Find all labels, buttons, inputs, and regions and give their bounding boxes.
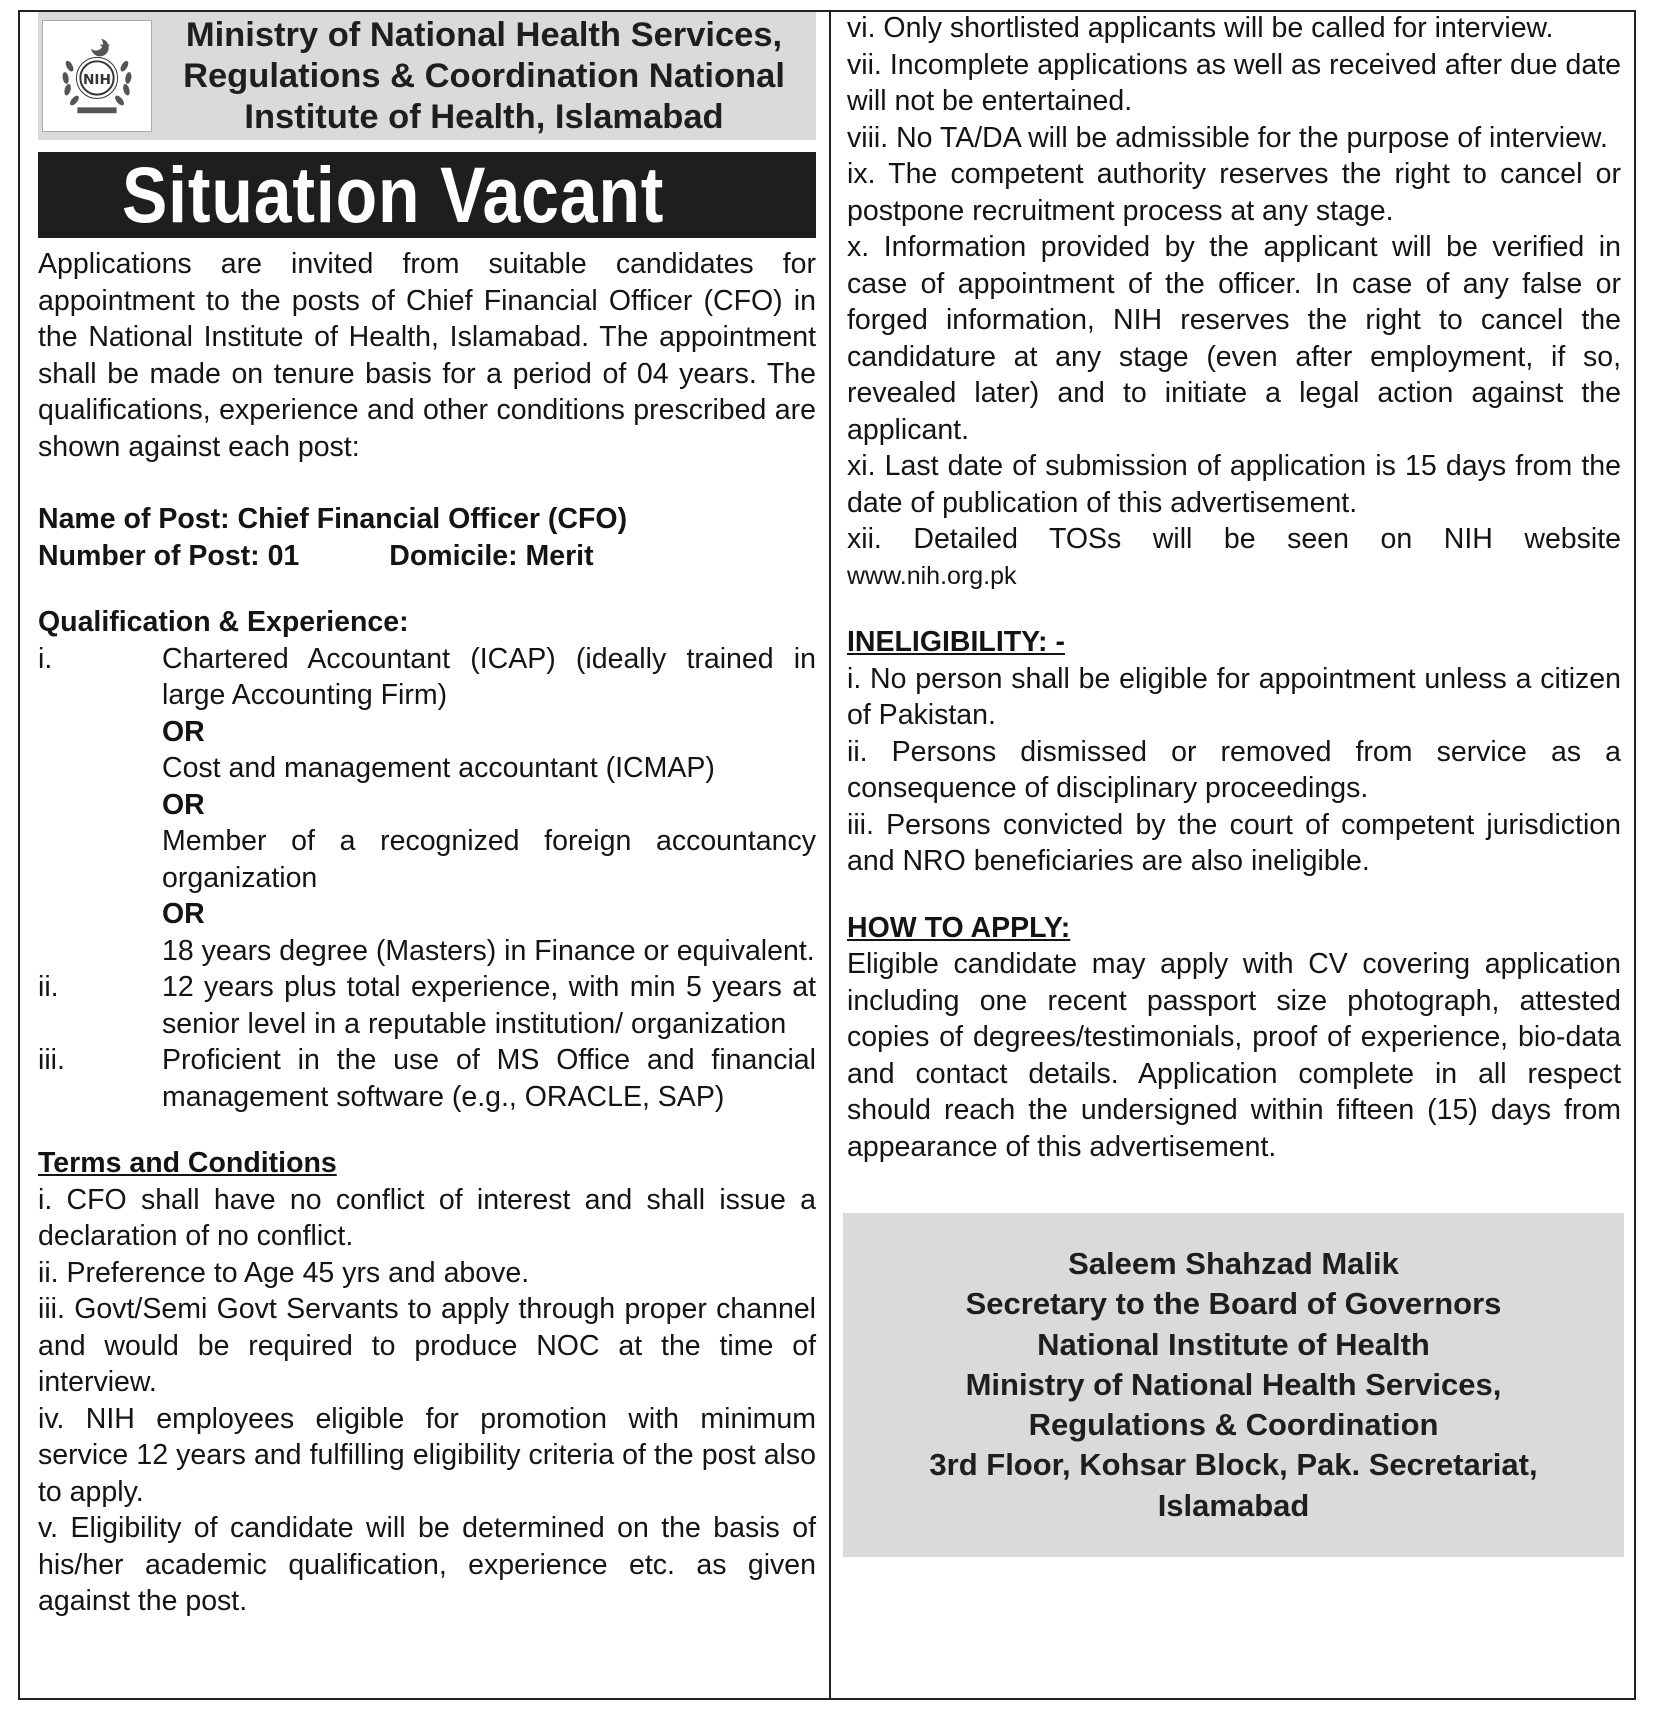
intro-paragraph: Applications are invited from suitable candidates for appointment to the posts of Chief Financial Officer (CFO) in the National Institute of Health, Islamabad. The appointment shall be made on tenure basis for a period of 04 years. The qualifications, experience and other conditions prescribed are shown against each post: <box>38 248 816 463</box>
qualification-option-masters: 18 years degree (Masters) in Finance or equivalent. <box>162 934 815 967</box>
qualification-heading: Qualification & Experience: <box>38 606 409 638</box>
terms-item: x. Information provided by the applicant will be verified in case of appointment of the officer. In case of any false or forged information, NIH reserves the right to cancel the candidature at any stage (even after employment, if so, revealed later) and to initiate a legal action against the applicant. <box>847 231 1621 446</box>
terms-item: xii. Detailed TOSs will be seen on NIH website <box>847 523 1621 555</box>
signatory-name: Saleem Shahzad Malik <box>1068 1245 1399 1281</box>
signatory-institute: National Institute of Health <box>1037 1326 1430 1362</box>
post-domicile: Domicile: Merit <box>389 539 594 572</box>
terms-item: xi. Last date of submission of application is 15 days from the date of publication of this advertisement. <box>847 450 1621 519</box>
qualification-option-icap: Chartered Accountant (ICAP) (ideally trained in large Accounting Firm) <box>162 642 816 711</box>
signatory-address-line-2: Islamabad <box>1157 1487 1310 1523</box>
org-line-3: Institute of Health, Islamabad <box>244 97 724 136</box>
terms-item: iii. Govt/Semi Govt Servants to apply through proper channel and would be required to produce NOC at the time of interview. <box>38 1293 816 1398</box>
terms-item: iv. NIH employees eligible for promotion with minimum service 12 years and fulfilling eligibility criteria of the post also to apply. <box>38 1402 816 1508</box>
how-to-apply-text: Eligible candidate may apply with CV covering application including one recent passport size photograph, attested copies of degrees/testimonials, proof of experience, bio-data and contact details. Application complete in all respect should reach the undersigned within fifteen (15) days from appearance of this advertisement. <box>847 948 1621 1163</box>
nih-logo <box>48 27 146 125</box>
logo-text: NIH <box>82 71 112 88</box>
ineligibility-item: iii. Persons convicted by the court of competent jurisdiction and NRO beneficiaries are also ineligible. <box>847 808 1621 877</box>
ineligibility-item: i. No person shall be eligible for appointment unless a citizen of Pakistan. <box>847 662 1621 731</box>
signature-block <box>843 1213 1624 1557</box>
terms-item: i. CFO shall have no conflict of interest and shall issue a declaration of no conflict. <box>38 1183 816 1252</box>
how-to-apply-heading: HOW TO APPLY: <box>847 911 1071 944</box>
qualification-item-3 <box>38 1042 816 1115</box>
qualification-option-row <box>38 933 816 970</box>
qualification-item-2 <box>38 969 816 1042</box>
left-column <box>38 10 816 1620</box>
terms-item: ii. Preference to Age 45 yrs and above. <box>38 1256 530 1289</box>
signatory-ministry-line-1: Ministry of National Health Services, <box>965 1366 1502 1402</box>
website-link[interactable]: www.nih.org.pk <box>847 561 1017 590</box>
qualification-experience: 12 years plus total experience, with min 5 years at senior level in a reputable institution/ organization <box>162 971 816 1040</box>
or-separator: OR <box>162 788 205 821</box>
ministry-header <box>38 12 816 140</box>
signatory-ministry-line-2: Regulations & Coordination <box>1028 1407 1439 1443</box>
qualification-option-row <box>38 750 816 787</box>
page-title: Situation Vacant <box>122 152 665 238</box>
qualification-item-1 <box>38 641 816 714</box>
terms-item: v. Eligibility of candidate will be determined on the basis of his/her academic qualification, experience etc. as given against the post. <box>38 1512 816 1617</box>
org-line-1: Ministry of National Health Services, <box>185 15 783 54</box>
qualification-software: Proficient in the use of MS Office and financial management software (e.g., ORACLE, SAP) <box>162 1044 816 1113</box>
post-number-row <box>38 538 816 575</box>
qualification-item-number: ii. <box>38 971 59 1003</box>
nih-emblem-icon <box>42 20 152 132</box>
post-name: Name of Post: Chief Financial Officer (CFO) <box>38 503 628 535</box>
terms-item: vii. Incomplete applications as well as received after due date will not be entertained. <box>847 48 1621 117</box>
qualification-option-row <box>38 823 816 896</box>
qualification-item-number: iii. <box>38 1044 65 1076</box>
qualification-item-number: i. <box>38 642 53 675</box>
org-line-2: Regulations & Coordination National <box>183 56 785 95</box>
qualification-option-icmap: Cost and management accountant (ICMAP) <box>162 752 715 784</box>
terms-item: ix. The competent authority reserves the right to cancel or postpone recruitment process at any stage. <box>847 158 1621 227</box>
post-number: Number of Post: 01 <box>38 539 300 572</box>
signatory-address-line-1: 3rd Floor, Kohsar Block, Pak. Secretariat, <box>929 1447 1538 1483</box>
right-column <box>847 10 1621 1557</box>
or-separator: OR <box>162 898 205 930</box>
ineligibility-heading: INELIGIBILITY: - <box>847 626 1065 658</box>
or-separator: OR <box>162 715 205 748</box>
qualification-option-foreign: Member of a recognized foreign accountancy organization <box>162 825 816 894</box>
terms-item: viii. No TA/DA will be admissible for the purpose of interview. <box>847 121 1608 154</box>
terms-heading: Terms and Conditions <box>38 1147 337 1179</box>
ineligibility-item: ii. Persons dismissed or removed from service as a consequence of disciplinary proceedings. <box>847 735 1621 804</box>
terms-item: vi. Only shortlisted applicants will be called for interview. <box>847 12 1554 44</box>
organization-title <box>152 15 816 138</box>
column-divider <box>829 10 831 1700</box>
signatory-designation: Secretary to the Board of Governors <box>965 1286 1502 1322</box>
situation-vacant-banner <box>38 152 816 238</box>
